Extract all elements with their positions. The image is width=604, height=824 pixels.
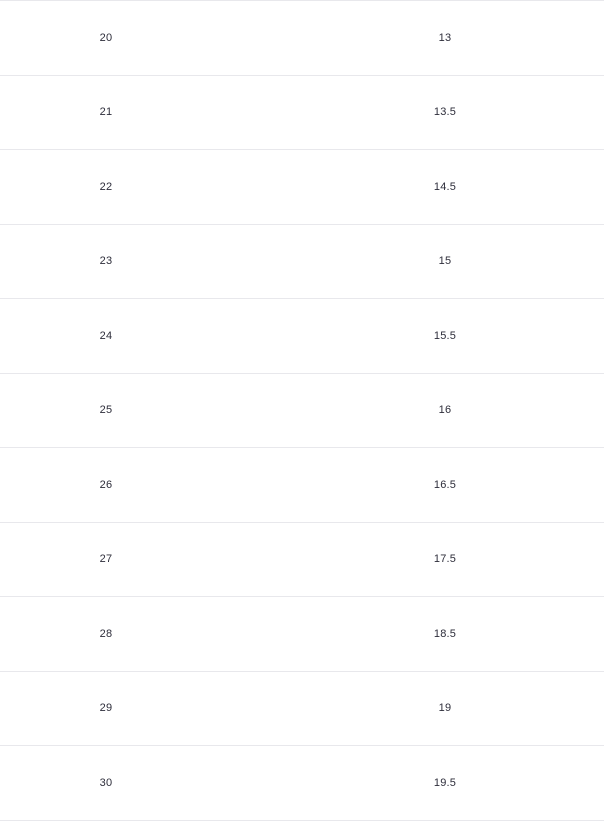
table-cell-right: [302, 522, 604, 597]
table-cell-left-value: 22: [99, 180, 113, 193]
table-row: [0, 746, 604, 821]
table-cell-left: [0, 597, 302, 672]
table-cell-left: [0, 671, 302, 746]
table-cell-left: [0, 373, 302, 448]
table-cell-right-value: 19.5: [433, 776, 457, 789]
table-cell-left: [0, 224, 302, 299]
table-cell-right: [302, 1, 604, 76]
table-row: [0, 373, 604, 448]
table-body: [0, 1, 604, 821]
table-cell-left-value: 21: [99, 106, 113, 119]
table-cell-left: [0, 75, 302, 150]
table-cell-right-value: 18.5: [433, 627, 457, 640]
table-cell-right-value: 14.5: [433, 180, 457, 193]
table-cell-left-value: 27: [99, 553, 113, 566]
table-cell-left: [0, 150, 302, 225]
table-cell-left-value: 28: [99, 627, 113, 640]
table-cell-right: [302, 150, 604, 225]
table-cell-left-value: 29: [99, 702, 113, 715]
table-row: [0, 448, 604, 523]
table-cell-right-value: 16: [438, 404, 452, 417]
table-cell-left-value: 25: [99, 404, 113, 417]
table-cell-right-value: 15: [438, 255, 452, 268]
table-cell-left-value: 26: [99, 478, 113, 491]
table-cell-right: [302, 75, 604, 150]
table-cell-right-value: 13: [438, 31, 452, 44]
table-cell-left-value: 30: [99, 776, 113, 789]
table-row: [0, 671, 604, 746]
table-cell-right: [302, 746, 604, 821]
table-row: [0, 1, 604, 76]
table-cell-right-value: 19: [438, 702, 452, 715]
table-cell-right: [302, 299, 604, 374]
table-cell-left-value: 23: [99, 255, 113, 268]
table-cell-left-value: 24: [99, 329, 113, 342]
table-row: [0, 150, 604, 225]
table-row: [0, 597, 604, 672]
table-cell-left: [0, 1, 302, 76]
table-row: [0, 522, 604, 597]
table-cell-right: [302, 373, 604, 448]
table-cell-right-value: 17.5: [433, 553, 457, 566]
table-cell-left: [0, 746, 302, 821]
table-cell-right-value: 16.5: [433, 478, 457, 491]
table-row: [0, 224, 604, 299]
table-cell-right: [302, 448, 604, 523]
table-cell-right-value: 13.5: [433, 106, 457, 119]
table-cell-left: [0, 448, 302, 523]
table-cell-right: [302, 224, 604, 299]
table-cell-right-value: 15.5: [433, 329, 457, 342]
table-cell-right: [302, 597, 604, 672]
table-row: [0, 299, 604, 374]
table-cell-left: [0, 522, 302, 597]
table-cell-right: [302, 671, 604, 746]
table-cell-left-value: 20: [99, 31, 113, 44]
table-cell-left: [0, 299, 302, 374]
table-row: [0, 75, 604, 150]
